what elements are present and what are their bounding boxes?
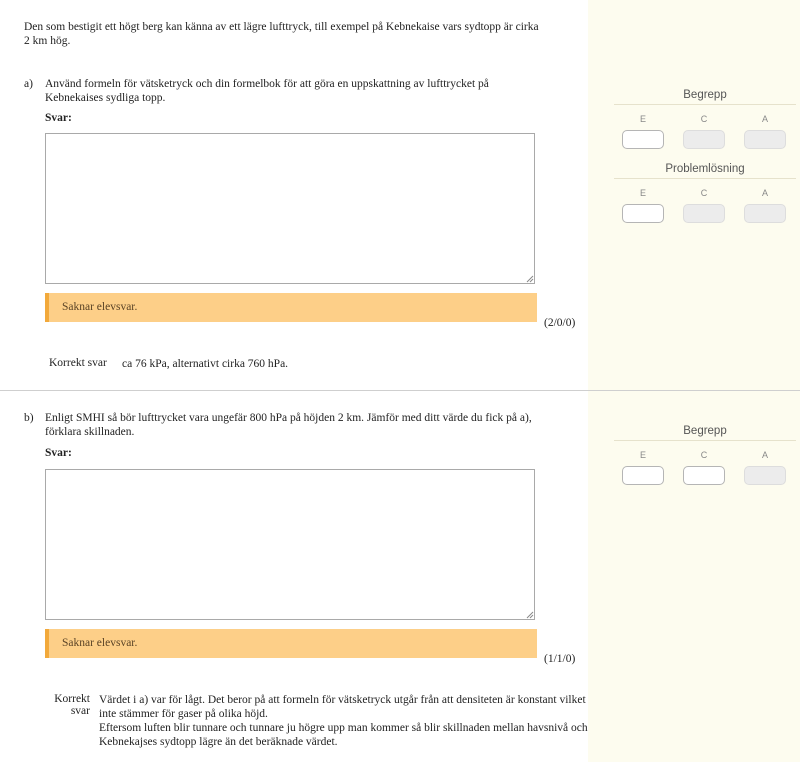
problemlosning-title: Problemlösning — [665, 163, 745, 175]
score-label: (2/0/0) — [544, 317, 576, 329]
question-text: Enligt SMHI så bör lufttrycket vara ungefär 800 hPa på höjden 2 km. Jämför med ditt värde du fick på a), förklara skillnaden. — [45, 412, 532, 438]
grading-panel-b — [588, 391, 800, 762]
correct-answer-text: ca 76 kPa, alternativt cirka 760 hPa. — [122, 358, 289, 370]
level-a-label: A — [761, 450, 768, 460]
score-label: (1/1/0) — [544, 653, 576, 665]
answer-label: Svar: — [45, 112, 72, 124]
grade-box-begrepp-a — [744, 130, 786, 149]
correct-answer-text — [99, 693, 589, 749]
status-missing-answer: Saknar elevsvar. — [45, 293, 537, 322]
correct-answer-paragraph: Värdet i a) var för lågt. Det beror på att formeln för vätsketryck utgår från att densiteten är konstant vilket inte stämmer för gaser på olika höjd. — [99, 694, 586, 720]
intro-text: Den som bestigit ett högt berg kan känna av ett lägre lufttryck, till exempel på Kebnekaise vars sydtopp är cirka 2 km hög. — [24, 21, 539, 47]
question-b-section — [0, 391, 800, 762]
panel-divider — [614, 440, 796, 441]
correct-answer-paragraph: Eftersom luften blir tunnare och tunnare ju högre upp man kommer så blir skillnaden mellan havsnivå och Kebnekajses sydtopp lägre än det beräknade värdet. — [99, 722, 588, 748]
level-c-label: C — [700, 114, 708, 124]
level-e-label: E — [639, 114, 646, 124]
level-a-label: A — [761, 188, 768, 198]
resize-grip-icon[interactable] — [526, 275, 534, 283]
level-e-label: E — [639, 188, 646, 198]
panel-divider — [614, 104, 796, 105]
begrepp-title: Begrepp — [683, 89, 727, 101]
level-c-label: C — [700, 450, 708, 460]
question-letter: a) — [24, 78, 33, 90]
answer-input-b[interactable] — [45, 469, 535, 620]
resize-grip-icon[interactable] — [526, 611, 534, 619]
level-a-label: A — [761, 114, 768, 124]
grade-box-begrepp-e[interactable] — [622, 466, 664, 485]
correct-answer-label — [48, 693, 90, 717]
answer-input-a[interactable] — [45, 133, 535, 284]
grade-box-begrepp-c[interactable] — [683, 466, 725, 485]
grade-box-begrepp-a — [744, 466, 786, 485]
question-letter: b) — [24, 412, 34, 424]
begrepp-title: Begrepp — [683, 425, 727, 437]
correct-answer-label-line: svar — [70, 705, 90, 717]
grade-box-problem-e[interactable] — [622, 204, 664, 223]
grade-box-problem-c — [683, 204, 725, 223]
panel-divider — [614, 178, 796, 179]
level-c-label: C — [700, 188, 708, 198]
grade-box-begrepp-e[interactable] — [622, 130, 664, 149]
grade-box-begrepp-c — [683, 130, 725, 149]
level-e-label: E — [639, 450, 646, 460]
grade-box-problem-a — [744, 204, 786, 223]
correct-answer-label-line: Korrekt — [54, 693, 90, 705]
status-missing-answer: Saknar elevsvar. — [45, 629, 537, 658]
answer-label: Svar: — [45, 447, 72, 459]
correct-answer-label: Korrekt svar — [49, 357, 107, 369]
question-text: Använd formeln för vätsketryck och din formelbok för att göra en uppskattning av lufttrycket på Kebnekaises sydliga topp. — [45, 78, 489, 104]
